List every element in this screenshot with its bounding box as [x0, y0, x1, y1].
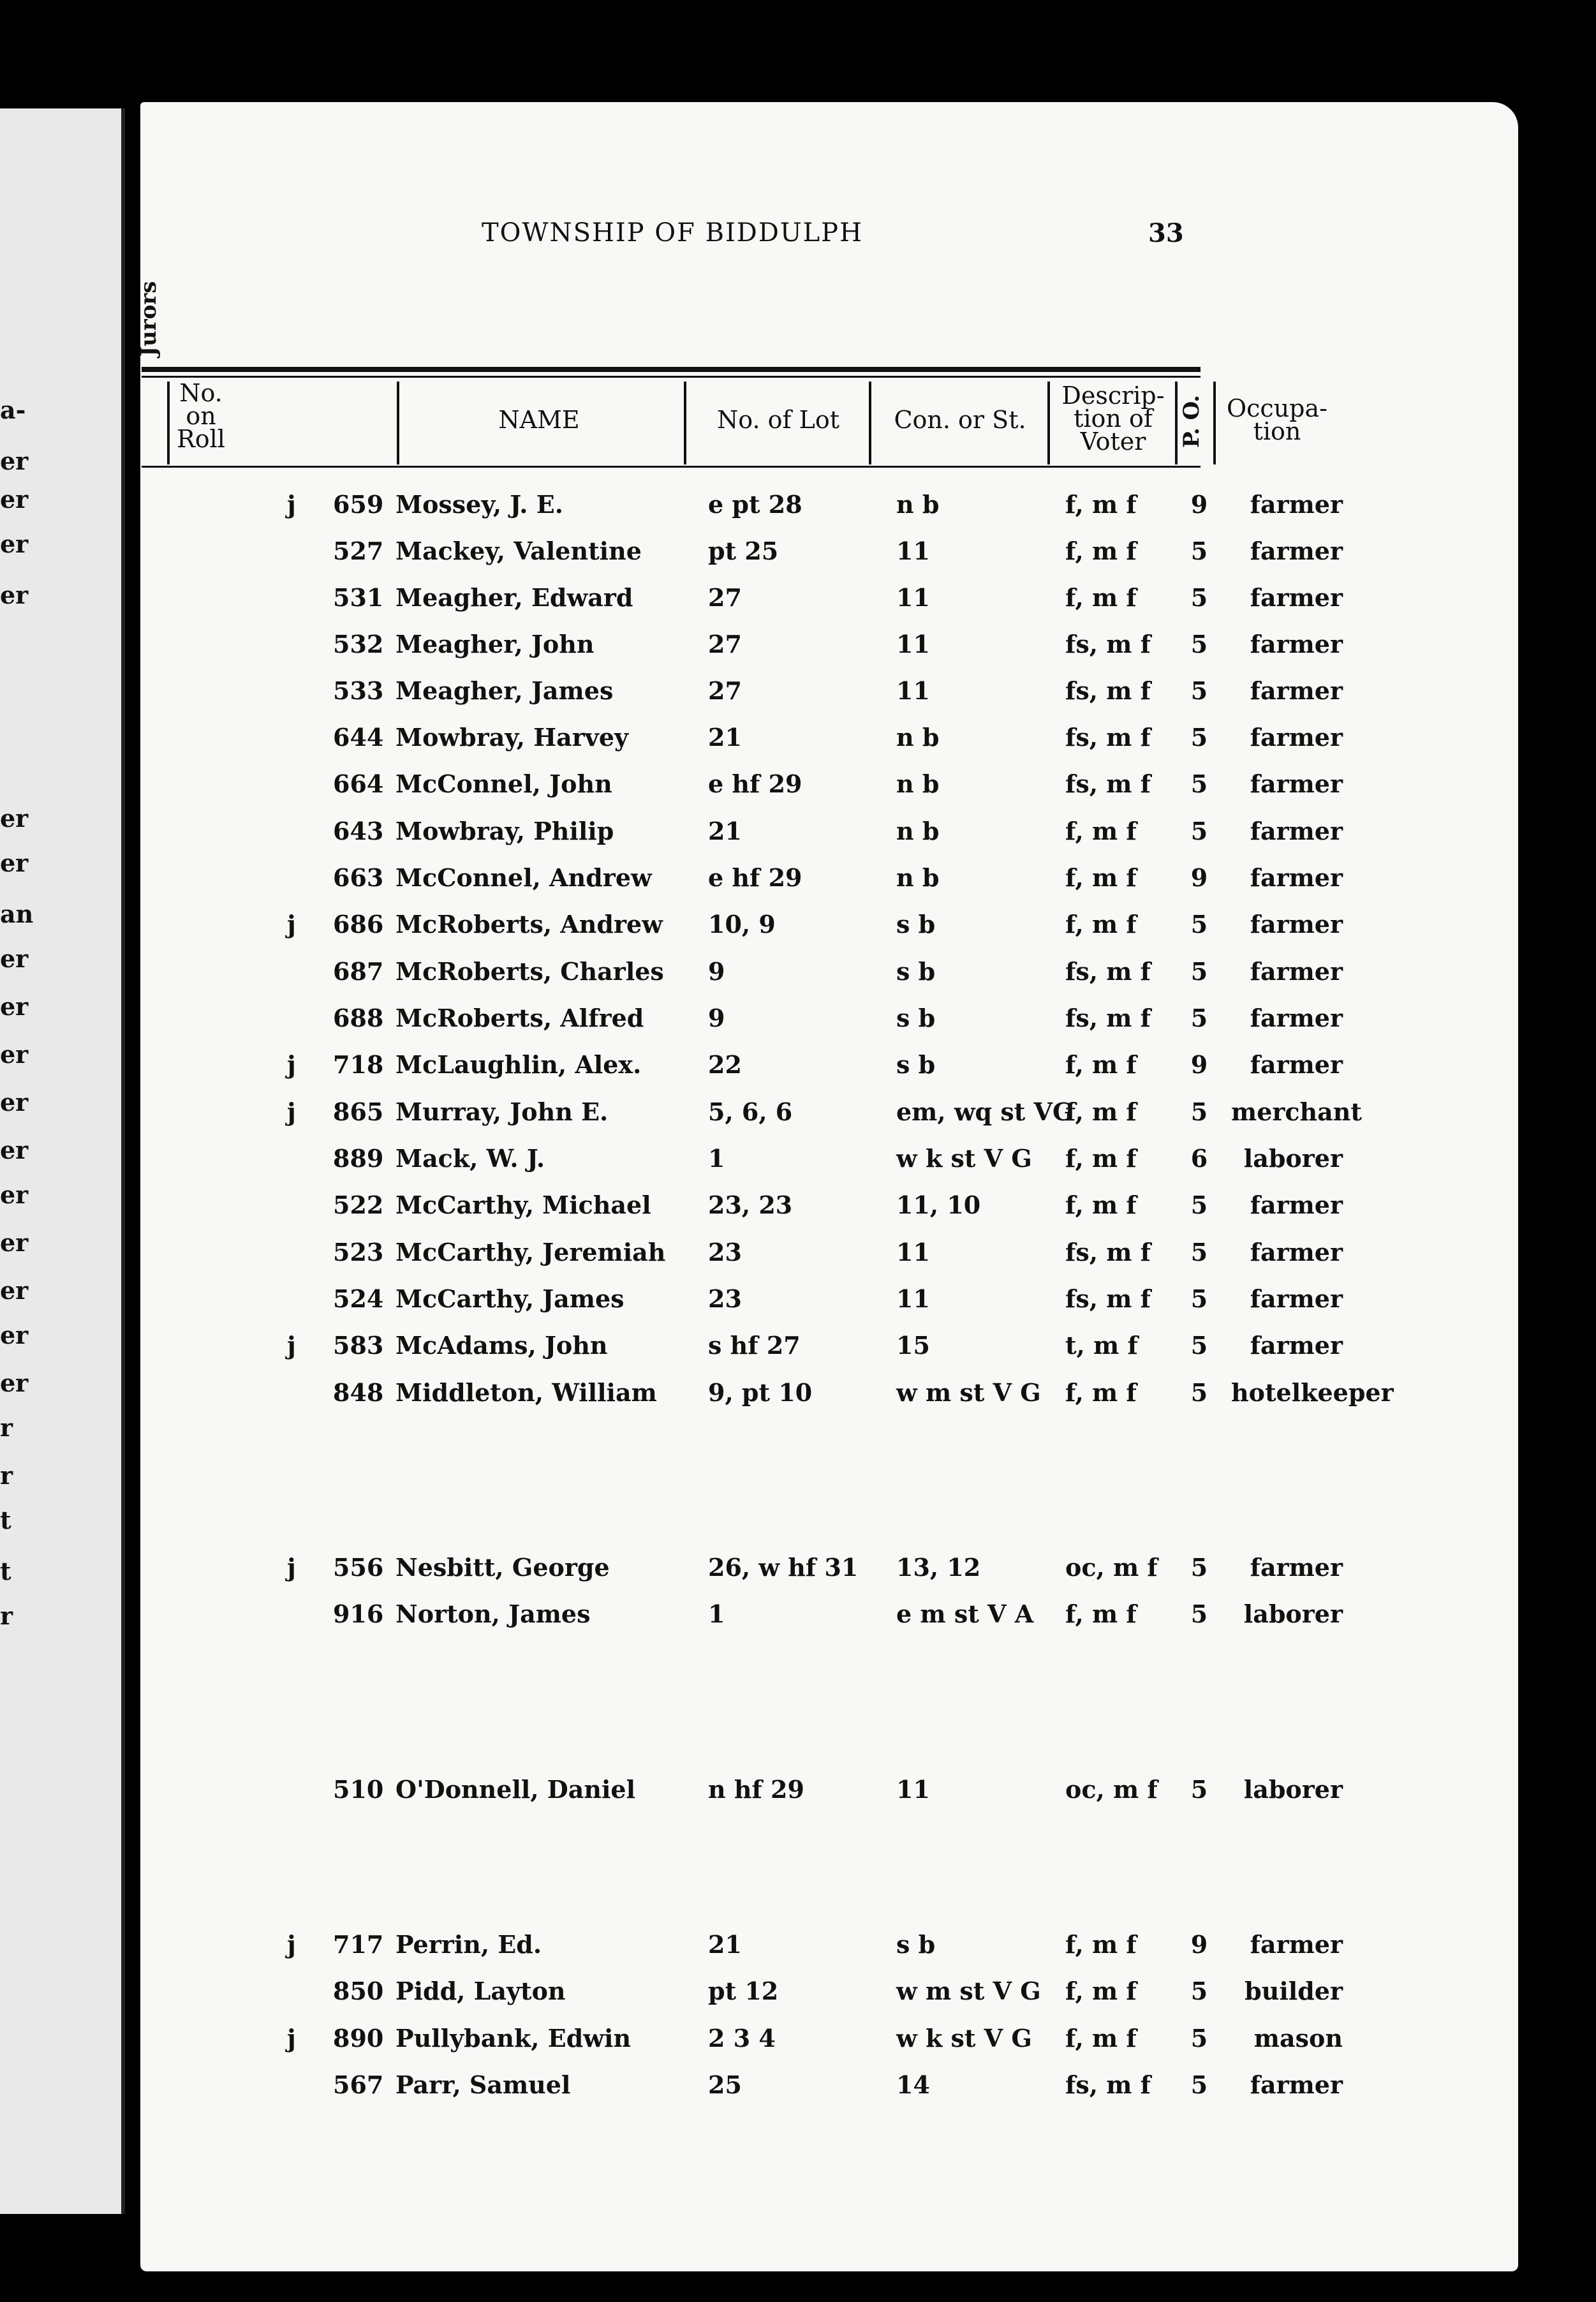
cell-occ: farmer [1250, 583, 1343, 612]
col-divider [167, 382, 170, 464]
cell-occ: farmer [1250, 957, 1343, 986]
cell-desc: f, m f [1065, 1191, 1137, 1219]
cell-desc: fs, m f [1065, 1004, 1151, 1032]
cell-name: McConnel, Andrew [395, 863, 652, 892]
cell-con: s b [896, 910, 936, 939]
col-divider [869, 382, 871, 464]
col-header-con: Con. or St. [894, 406, 1026, 434]
cell-no: 890 [333, 2024, 384, 2053]
cell-occ: laborer [1243, 1600, 1343, 1628]
cell-desc: f, m f [1065, 537, 1137, 565]
cell-no: 889 [333, 1144, 384, 1173]
cell-occ: farmer [1250, 1238, 1343, 1266]
cell-desc: fs, m f [1065, 957, 1151, 986]
cell-occ: farmer [1250, 1050, 1343, 1079]
cell-lot: 27 [708, 676, 742, 705]
cell-po: 9 [1190, 863, 1208, 892]
cell-lot: 21 [708, 1930, 742, 1959]
cell-lot: 23 [708, 1284, 742, 1313]
cell-con: n b [896, 723, 940, 752]
header-rule-top [142, 367, 1201, 372]
cell-name: Meagher, Edward [395, 583, 633, 612]
cell-lot: 10, 9 [708, 910, 776, 939]
cell-name: Mowbray, Philip [395, 817, 614, 845]
cell-po: 6 [1190, 1144, 1208, 1173]
cell-con: 15 [896, 1331, 930, 1360]
facing-page-fragment: er [0, 944, 29, 973]
cell-po: 5 [1190, 1775, 1208, 1804]
cell-name: Perrin, Ed. [395, 1930, 542, 1959]
cell-desc: f, m f [1065, 2024, 1137, 2053]
cell-j: j [287, 1050, 296, 1079]
cell-occ: farmer [1250, 630, 1343, 658]
col-divider [1175, 382, 1178, 464]
cell-occ: farmer [1250, 1284, 1343, 1313]
cell-po: 5 [1190, 1238, 1208, 1266]
cell-lot: 1 [708, 1144, 725, 1173]
cell-desc: fs, m f [1065, 1284, 1151, 1313]
cell-no: 531 [333, 583, 384, 612]
cell-con: 11 [896, 583, 930, 612]
cell-po: 5 [1190, 817, 1208, 845]
cell-name: McRoberts, Andrew [395, 910, 663, 939]
cell-desc: fs, m f [1065, 676, 1151, 705]
facing-page-fragment: a- [0, 396, 26, 424]
cell-po: 5 [1190, 2070, 1208, 2099]
cell-name: McRoberts, Charles [395, 957, 664, 986]
facing-page-fragment: er [0, 485, 29, 514]
cell-con: s b [896, 957, 936, 986]
cell-no: 718 [333, 1050, 384, 1079]
cell-po: 5 [1190, 1191, 1208, 1219]
cell-name: Parr, Samuel [395, 2070, 571, 2099]
cell-occ: farmer [1250, 1331, 1343, 1360]
cell-name: McAdams, John [395, 1331, 608, 1360]
cell-desc: oc, m f [1065, 1553, 1158, 1582]
cell-no: 522 [333, 1191, 384, 1219]
col-header-occ: Occupa- tion [1226, 394, 1327, 445]
facing-page-fragment: er [0, 530, 29, 558]
cell-no: 510 [333, 1775, 384, 1804]
cell-lot: 9 [708, 957, 725, 986]
cell-name: McLaughlin, Alex. [395, 1050, 642, 1079]
cell-name: McCarthy, James [395, 1284, 624, 1313]
cell-lot: pt 12 [708, 1977, 779, 2005]
cell-po: 9 [1190, 1050, 1208, 1079]
cell-lot: 21 [708, 723, 742, 752]
cell-desc: fs, m f [1065, 723, 1151, 752]
cell-occ: farmer [1250, 1004, 1343, 1032]
cell-occ: merchant [1231, 1097, 1362, 1126]
cell-con: e m st V A [896, 1600, 1034, 1628]
cell-desc: f, m f [1065, 1144, 1137, 1173]
facing-page-fragment: er [0, 849, 29, 877]
col-header-po: P. O. [1179, 394, 1204, 448]
cell-con: 11 [896, 676, 930, 705]
cell-desc: fs, m f [1065, 769, 1151, 798]
cell-desc: f, m f [1065, 1378, 1137, 1407]
col-header-lot: No. of Lot [716, 406, 840, 434]
cell-occ: hotelkeeper [1231, 1378, 1394, 1407]
cell-occ: farmer [1250, 817, 1343, 845]
cell-lot: 1 [708, 1600, 725, 1628]
cell-po: 5 [1190, 910, 1208, 939]
col-header-desc: Descrip- tion of Voter [1061, 382, 1165, 456]
facing-page-fragment: er [0, 1276, 29, 1305]
cell-j: j [287, 1930, 296, 1959]
cell-name: Pullybank, Edwin [395, 2024, 632, 2053]
cell-occ: farmer [1250, 723, 1343, 752]
cell-lot: 2 3 4 [708, 2024, 776, 2053]
cell-desc: f, m f [1065, 1097, 1137, 1126]
cell-desc: f, m f [1065, 1600, 1137, 1628]
cell-lot: e hf 29 [708, 863, 802, 892]
cell-con: 14 [896, 2070, 930, 2099]
facing-page-fragment: er [0, 1136, 29, 1164]
cell-occ: farmer [1250, 910, 1343, 939]
facing-page-fragment: er [0, 1228, 29, 1257]
cell-con: w m st V G [896, 1378, 1041, 1407]
cell-con: n b [896, 490, 940, 519]
cell-no: 688 [333, 1004, 384, 1032]
cell-name: Mossey, J. E. [395, 490, 563, 519]
cell-po: 5 [1190, 957, 1208, 986]
cell-con: s b [896, 1050, 936, 1079]
cell-name: Mackey, Valentine [395, 537, 642, 565]
cell-no: 664 [333, 769, 384, 798]
cell-desc: fs, m f [1065, 2070, 1151, 2099]
cell-desc: f, m f [1065, 1977, 1137, 2005]
cell-lot: e pt 28 [708, 490, 802, 519]
cell-occ: builder [1245, 1977, 1343, 2005]
facing-page-fragment: r [0, 1413, 13, 1442]
cell-po: 5 [1190, 1284, 1208, 1313]
cell-po: 5 [1190, 769, 1208, 798]
cell-con: w m st V G [896, 1977, 1041, 2005]
cell-desc: fs, m f [1065, 630, 1151, 658]
cell-no: 523 [333, 1238, 384, 1266]
cell-po: 5 [1190, 1004, 1208, 1032]
header-rule-top-thin [142, 376, 1201, 378]
cell-no: 916 [333, 1600, 384, 1628]
cell-desc: fs, m f [1065, 1238, 1151, 1266]
cell-desc: f, m f [1065, 1930, 1137, 1959]
cell-occ: farmer [1250, 1191, 1343, 1219]
cell-lot: 23 [708, 1238, 742, 1266]
cell-con: n b [896, 817, 940, 845]
cell-con: 11 [896, 537, 930, 565]
cell-occ: farmer [1250, 676, 1343, 705]
cell-occ: farmer [1250, 863, 1343, 892]
cell-con: 11 [896, 1775, 930, 1804]
col-divider [684, 382, 686, 464]
facing-page-fragment: er [0, 581, 29, 609]
cell-lot: 5, 6, 6 [708, 1097, 793, 1126]
cell-no: 848 [333, 1378, 384, 1407]
facing-page-fragment: r [0, 1461, 13, 1490]
cell-no: 524 [333, 1284, 384, 1313]
facing-page-fragment: er [0, 1180, 29, 1209]
cell-j: j [287, 1097, 296, 1126]
page-number: 33 [1148, 218, 1184, 248]
cell-po: 5 [1190, 1331, 1208, 1360]
cell-name: Nesbitt, George [395, 1553, 610, 1582]
facing-page-fragment: er [0, 992, 29, 1021]
cell-no: 865 [333, 1097, 384, 1126]
cell-lot: e hf 29 [708, 769, 802, 798]
cell-po: 5 [1190, 1553, 1208, 1582]
cell-con: n b [896, 863, 940, 892]
cell-occ: farmer [1250, 1930, 1343, 1959]
cell-lot: 27 [708, 583, 742, 612]
col-header-name: NAME [498, 406, 580, 434]
cell-con: s b [896, 1004, 936, 1032]
cell-no: 644 [333, 723, 384, 752]
facing-page-fragment: t [0, 1557, 11, 1585]
cell-po: 5 [1190, 1097, 1208, 1126]
cell-po: 5 [1190, 1378, 1208, 1407]
cell-con: 11 [896, 630, 930, 658]
cell-desc: f, m f [1065, 490, 1137, 519]
cell-con: 13, 12 [896, 1553, 981, 1582]
cell-con: 11 [896, 1284, 930, 1313]
cell-no: 527 [333, 537, 384, 565]
cell-lot: 27 [708, 630, 742, 658]
cell-desc: f, m f [1065, 910, 1137, 939]
cell-po: 5 [1190, 676, 1208, 705]
col-divider [1047, 382, 1050, 464]
cell-no: 663 [333, 863, 384, 892]
cell-name: McConnel, John [395, 769, 612, 798]
col-header-roll [172, 379, 230, 453]
facing-page-edge [0, 108, 125, 2214]
facing-page-fragment: t [0, 1506, 11, 1534]
cell-po: 5 [1190, 630, 1208, 658]
cell-po: 5 [1190, 537, 1208, 565]
cell-name: Murray, John E. [395, 1097, 609, 1126]
cell-name: McRoberts, Alfred [395, 1004, 644, 1032]
cell-occ: laborer [1243, 1144, 1343, 1173]
cell-name: Norton, James [395, 1600, 591, 1628]
col-divider [1213, 382, 1216, 464]
cell-name: Meagher, James [395, 676, 614, 705]
cell-lot: n hf 29 [708, 1775, 804, 1804]
col-header-jurors: Jurors [136, 281, 161, 357]
cell-po: 5 [1190, 1600, 1208, 1628]
cell-occ: laborer [1243, 1775, 1343, 1804]
cell-no: 583 [333, 1331, 384, 1360]
cell-name: McCarthy, Jeremiah [395, 1238, 666, 1266]
cell-desc: f, m f [1065, 817, 1137, 845]
cell-po: 9 [1190, 490, 1208, 519]
cell-con: w k st V G [896, 2024, 1032, 2053]
cell-j: j [287, 490, 296, 519]
cell-name: Mowbray, Harvey [395, 723, 629, 752]
cell-no: 850 [333, 1977, 384, 2005]
cell-lot: pt 25 [708, 537, 779, 565]
cell-po: 5 [1190, 2024, 1208, 2053]
cell-no: 643 [333, 817, 384, 845]
cell-name: Pidd, Layton [395, 1977, 566, 2005]
cell-lot: 23, 23 [708, 1191, 793, 1219]
facing-page-fragment: er [0, 804, 29, 833]
cell-con: s b [896, 1930, 936, 1959]
cell-name: McCarthy, Michael [395, 1191, 651, 1219]
cell-lot: 9 [708, 1004, 725, 1032]
cell-name: O'Donnell, Daniel [395, 1775, 636, 1804]
cell-no: 532 [333, 630, 384, 658]
cell-no: 567 [333, 2070, 384, 2099]
cell-lot: 25 [708, 2070, 742, 2099]
facing-page-fragment: er [0, 1321, 29, 1349]
cell-occ: farmer [1250, 1553, 1343, 1582]
cell-occ: farmer [1250, 490, 1343, 519]
facing-page-fragment: er [0, 447, 29, 475]
cell-no: 556 [333, 1553, 384, 1582]
cell-po: 9 [1190, 1930, 1208, 1959]
cell-po: 5 [1190, 1977, 1208, 2005]
page-title: TOWNSHIP OF BIDDULPH [482, 218, 863, 248]
cell-j: j [287, 2024, 296, 2053]
cell-desc: f, m f [1065, 583, 1137, 612]
cell-po: 5 [1190, 583, 1208, 612]
cell-desc: oc, m f [1065, 1775, 1158, 1804]
cell-no: 717 [333, 1930, 384, 1959]
cell-j: j [287, 1331, 296, 1360]
cell-desc: f, m f [1065, 863, 1137, 892]
cell-occ: farmer [1250, 537, 1343, 565]
cell-con: n b [896, 769, 940, 798]
cell-con: w k st V G [896, 1144, 1032, 1173]
cell-name: Middleton, William [395, 1378, 657, 1407]
cell-occ: mason [1253, 2024, 1343, 2053]
col-header-roll-text: No. on Roll [177, 379, 225, 453]
facing-page-fragment: er [0, 1040, 29, 1069]
cell-con: 11, 10 [896, 1191, 981, 1219]
cell-lot: 21 [708, 817, 742, 845]
cell-no: 687 [333, 957, 384, 986]
cell-no: 533 [333, 676, 384, 705]
cell-no: 686 [333, 910, 384, 939]
cell-lot: 26, w hf 31 [708, 1553, 859, 1582]
cell-j: j [287, 910, 296, 939]
cell-occ: farmer [1250, 2070, 1343, 2099]
cell-occ: farmer [1250, 769, 1343, 798]
cell-lot: s hf 27 [708, 1331, 801, 1360]
facing-page-fragment: r [0, 1601, 13, 1630]
cell-j: j [287, 1553, 296, 1582]
facing-page-fragment: er [0, 1088, 29, 1117]
cell-lot: 9, pt 10 [708, 1378, 813, 1407]
header-rule-bottom [142, 466, 1201, 468]
cell-desc: f, m f [1065, 1050, 1137, 1079]
facing-page-fragment: er [0, 1369, 29, 1397]
cell-con: 11 [896, 1238, 930, 1266]
cell-po: 5 [1190, 723, 1208, 752]
facing-page-fragment: an [0, 900, 34, 928]
cell-name: Meagher, John [395, 630, 595, 658]
cell-name: Mack, W. J. [395, 1144, 545, 1173]
cell-con: em, wq st VG [896, 1097, 1074, 1126]
cell-lot: 22 [708, 1050, 742, 1079]
cell-no: 659 [333, 490, 384, 519]
cell-desc: t, m f [1065, 1331, 1138, 1360]
